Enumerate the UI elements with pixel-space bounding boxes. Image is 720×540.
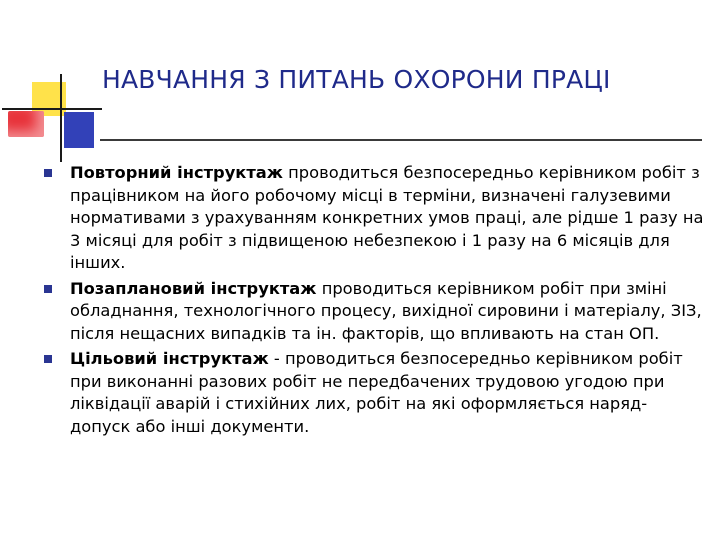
- decor-red-square: [8, 111, 44, 137]
- title-underline: [100, 139, 702, 141]
- square-bullet-icon: [44, 169, 52, 177]
- item-term: Цільовий інструктаж: [70, 349, 269, 368]
- item-term: Позаплановий інструктаж: [70, 278, 317, 298]
- list-item: [44, 348, 704, 438]
- square-bullet-icon: [44, 285, 52, 293]
- decor-vertical-line: [60, 74, 62, 162]
- item-text: проводиться безпосередньо керівником робіт з працівником на його робочому місці в терміни, визначені галузевими нормативами з урахуванням конкретних умов праці, але рідше 1 разу на 3 місяці для робіт з підвищеною небезпекою і 1 разу на 6 місяців для інших.: [70, 163, 704, 272]
- item-text: - проводиться безпосередньо керівником робіт при виконанні разових робіт не передбачених трудовою угодою при ліквідації аварій і стихійних лих, робіт на які оформляється наряд-допуск або інші документи.: [70, 349, 683, 436]
- list-item: [44, 162, 704, 275]
- slide-title: НАВЧАННЯ З ПИТАНЬ ОХОРОНИ ПРАЦІ: [102, 65, 611, 94]
- list-item: [44, 278, 704, 346]
- decor-blue-square: [64, 112, 94, 148]
- item-term: Повторний інструктаж: [70, 163, 283, 182]
- square-bullet-icon: [44, 355, 52, 363]
- item-text: проводиться керівником робіт при зміні обладнання, технологічного процесу, вихідної сировини і матеріалу, ЗІЗ, після нещасних випадків та ін. факторів, що впливають на стан ОП.: [70, 278, 702, 343]
- bullet-list: [44, 162, 704, 441]
- decor-horizontal-line: [2, 108, 102, 110]
